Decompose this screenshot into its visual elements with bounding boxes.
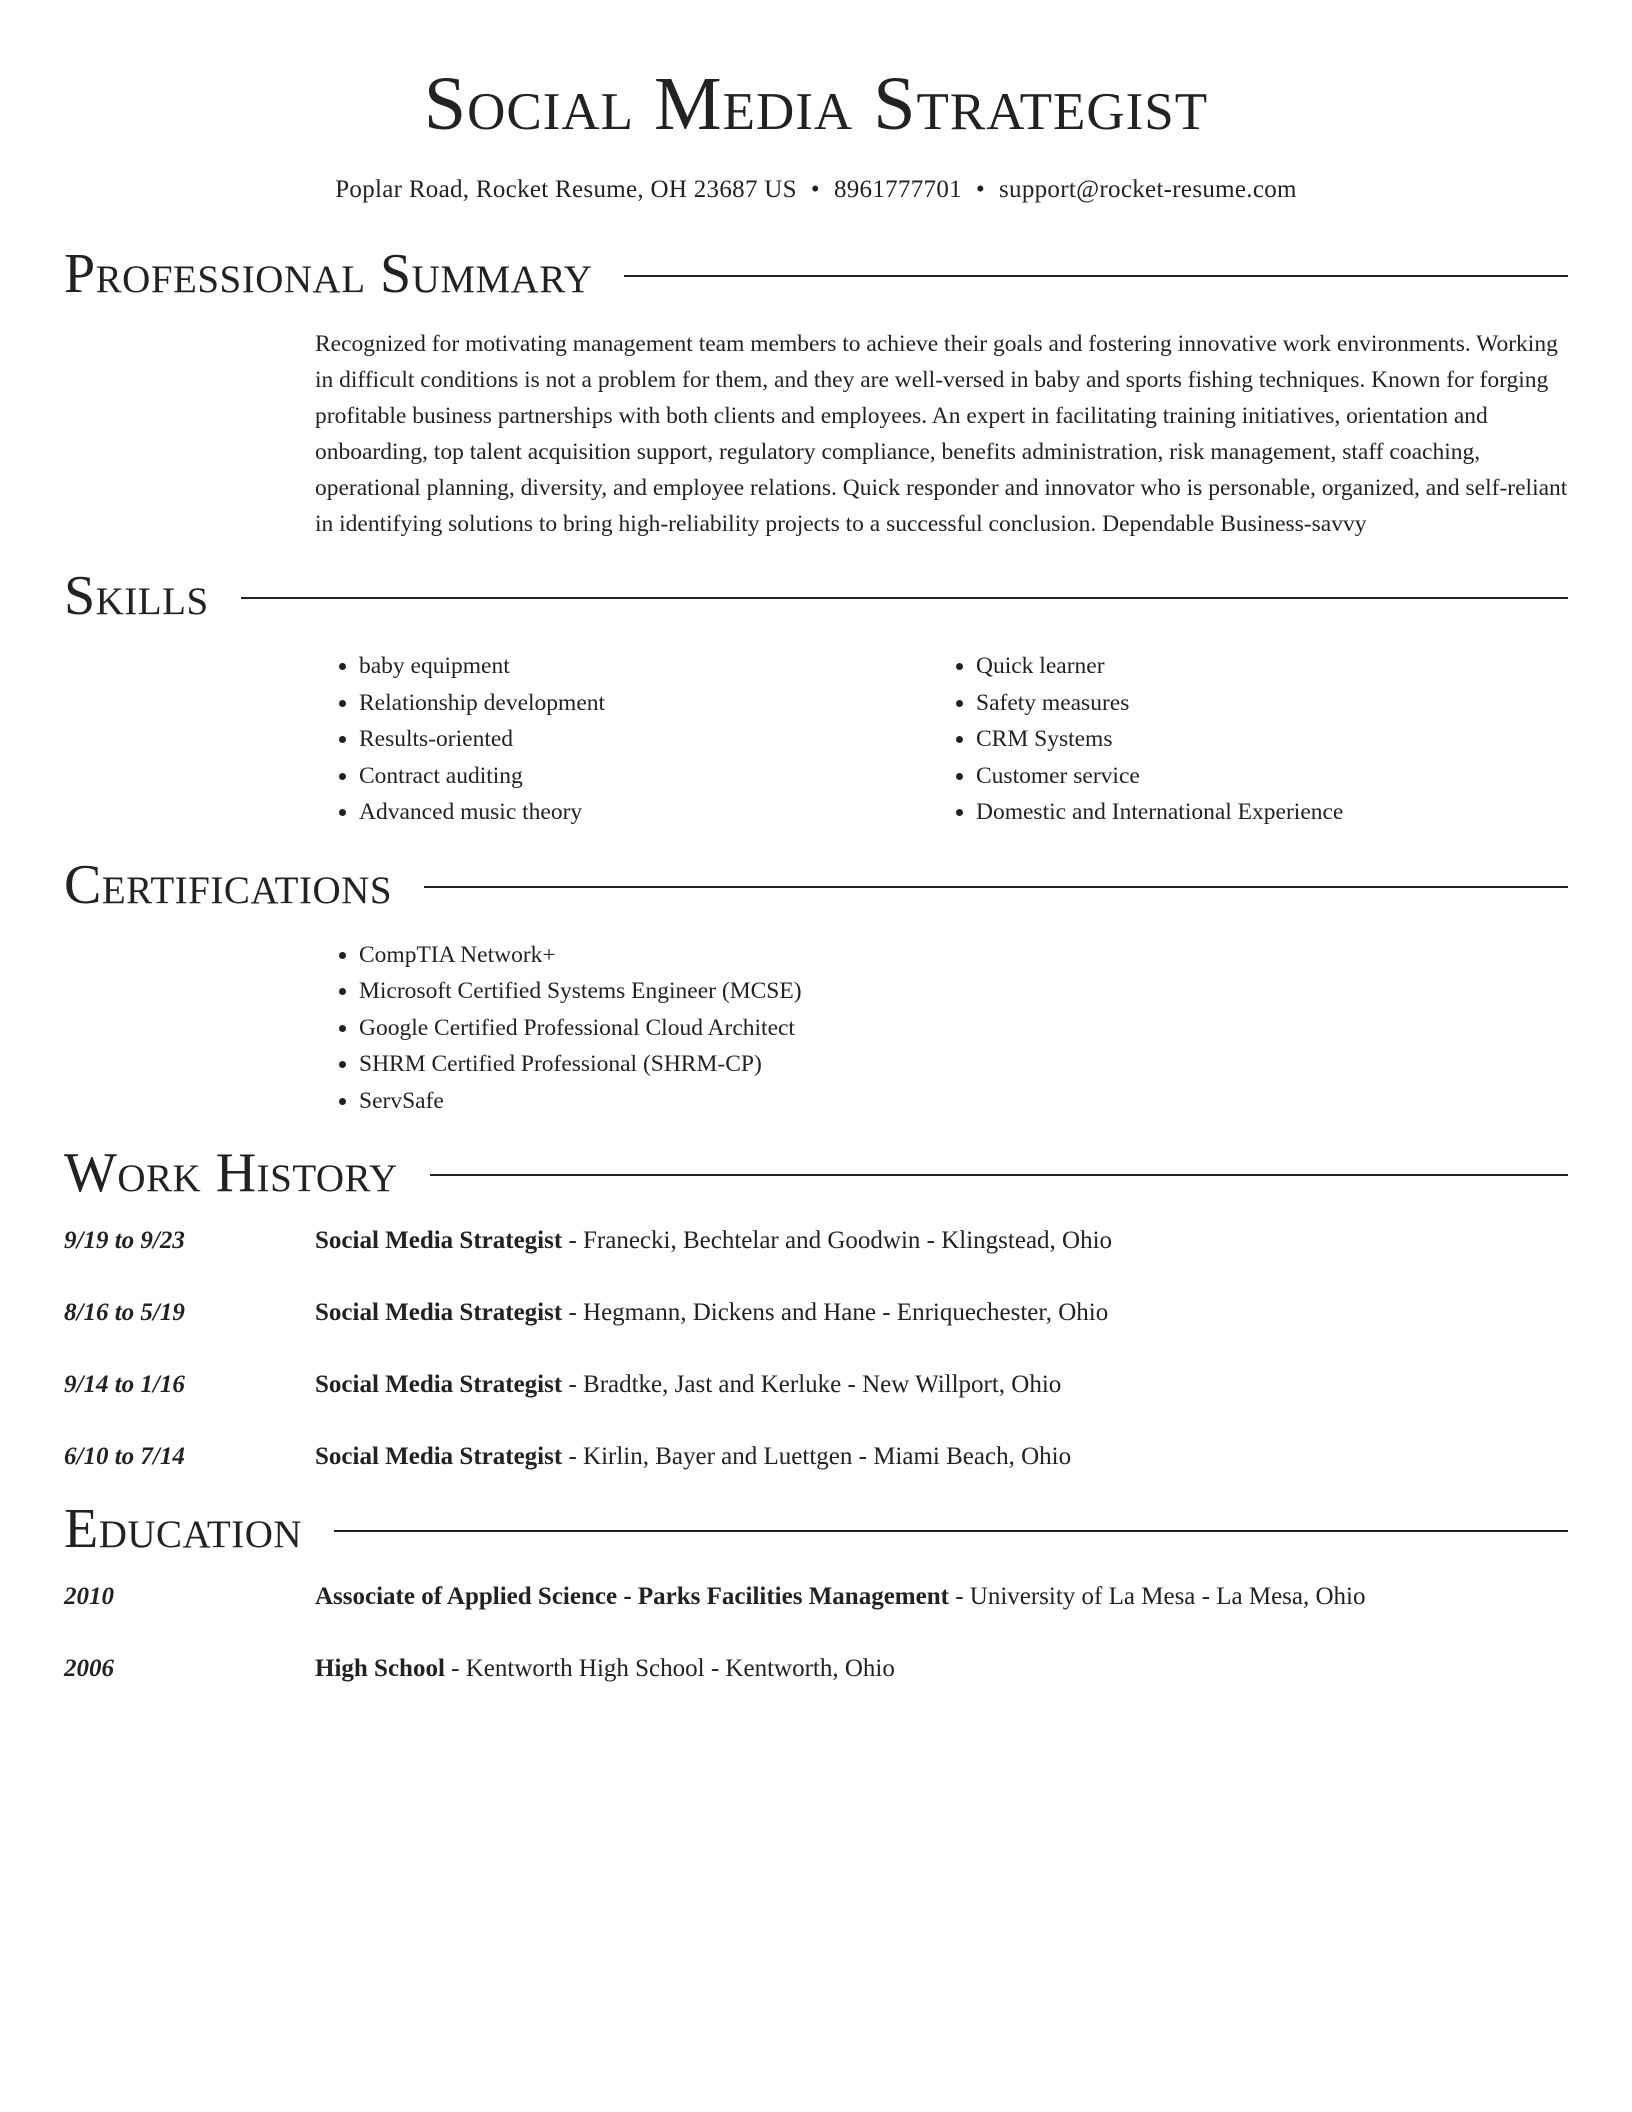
education-entry [64,1581,1568,1613]
contact-phone: 8961777701 [833,176,962,203]
skill-item: • Advanced music theory [359,794,932,831]
section-title-summary: Professional Summary [64,243,593,305]
work-history-list [64,1225,1568,1473]
work-title: Social Media Strategist [315,1299,563,1326]
work-dates: 9/14 to 1/16 [64,1371,185,1398]
certifications-list [315,937,1568,1120]
work-title: Social Media Strategist [315,1227,563,1254]
certification-item: • Microsoft Certified Systems Engineer (MCSE) [359,973,1568,1010]
work-dates: 6/10 to 7/14 [64,1443,185,1470]
summary-text: Recognized for motivating management team members to achieve their goals and fostering innovative work environments. Working in difficult conditions is not a problem for them, and they are well-versed in baby and sports fishing techniques. Known for forging profitable business partnerships with both clients and employees. An expert in facilitating training initiatives, orientation and onboarding, top talent acquisition support, regulatory compliance, benefits administration, risk management, staff coaching, operational planning, diversity, and employee relations. Quick responder and innovator who is personable, organized, and self-reliant in identifying solutions to bring high-reliability projects to a successful conclusion. Dependable Business-savvy [315,331,1568,537]
skill-item: • Domestic and International Experience [976,794,1343,831]
work-employer: - Franecki, Bechtelar and Goodwin - Klingstead, Ohio [562,1227,1113,1254]
skill-item: • CRM Systems [976,721,1343,758]
contact-line [64,174,1568,206]
skill-item: • Safety measures [976,685,1343,722]
work-entry [64,1297,1568,1329]
certification-item: • CompTIA Network+ [359,937,1568,974]
section-divider [241,597,1568,599]
skills-column-right [932,648,1343,831]
contact-email: support@rocket-resume.com [999,176,1297,203]
work-title: Social Media Strategist [315,1371,563,1398]
education-year: 2010 [64,1583,114,1610]
education-description [315,1653,895,1685]
skill-item: • Results-oriented [359,721,932,758]
section-divider [424,886,1568,888]
section-title-education: Education [64,1498,303,1560]
section-title-work-history: Work History [64,1142,398,1204]
education-degree: Associate of Applied Science - Parks Facilities Management [315,1583,949,1610]
work-employer: - Hegmann, Dickens and Hane - Enriquechester, Ohio [562,1299,1109,1326]
section-header-work-history [64,1143,1568,1203]
education-list [64,1581,1568,1685]
contact-separator: • [975,176,985,203]
work-entry [64,1369,1568,1401]
certification-item: • ServSafe [359,1083,1568,1120]
certification-item: • Google Certified Professional Cloud Architect [359,1010,1568,1047]
certification-item: • SHRM Certified Professional (SHRM-CP) [359,1046,1568,1083]
skill-item: • Relationship development [359,685,932,722]
certifications-items [315,937,1568,1120]
work-description [315,1225,1112,1257]
skills-column-left [315,648,932,831]
candidate-name: Social Media Strategist [423,62,1209,146]
work-description [315,1369,1061,1401]
skill-item: • baby equipment [359,648,932,685]
section-header-certifications [64,855,1568,915]
section-header-skills [64,566,1568,626]
section-title-certifications: Certifications [64,853,393,916]
resume-page [64,0,1568,1685]
education-school: - Kentworth High School - Kentworth, Ohio [444,1655,895,1682]
skill-item: • Contract auditing [359,758,932,795]
education-entry [64,1653,1568,1685]
work-description [315,1297,1108,1329]
contact-separator: • [810,176,820,203]
work-description [315,1441,1071,1473]
education-year: 2006 [64,1655,114,1682]
skills-list [315,648,1568,831]
section-divider [624,275,1568,277]
section-title-skills: Skills [64,565,209,627]
skill-item: • Quick learner [976,648,1343,685]
work-entry [64,1441,1568,1473]
work-employer: - Bradtke, Jast and Kerluke - New Willport, Ohio [562,1371,1062,1398]
work-title: Social Media Strategist [315,1443,563,1470]
work-dates: 8/16 to 5/19 [64,1299,185,1326]
work-dates: 9/19 to 9/23 [64,1227,185,1254]
section-divider [430,1174,1568,1176]
work-employer: - Kirlin, Bayer and Luettgen - Miami Beach, Ohio [562,1443,1072,1470]
section-divider [334,1530,1568,1532]
education-school: - University of La Mesa - La Mesa, Ohio [948,1583,1366,1610]
education-degree: High School [315,1655,445,1682]
skill-item: • Customer service [976,758,1343,795]
education-description [315,1581,1366,1613]
contact-address: Poplar Road, Rocket Resume, OH 23687 US [335,176,797,203]
work-entry [64,1225,1568,1257]
section-header-summary [64,244,1568,304]
section-header-education [64,1499,1568,1559]
